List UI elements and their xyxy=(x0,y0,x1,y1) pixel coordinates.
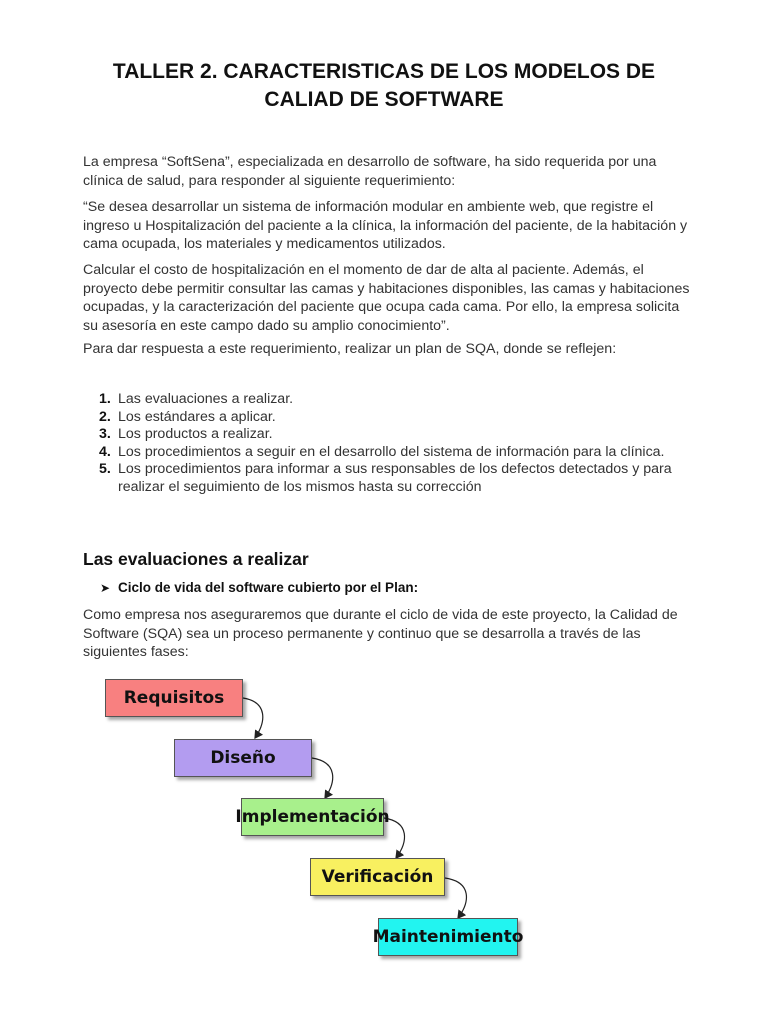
phase-label: Verificación xyxy=(321,867,434,887)
list-item xyxy=(99,426,689,444)
sqa-plan-paragraph: Para dar respuesta a este requerimiento, realizar un plan de SQA, donde se reflejen: xyxy=(83,341,617,357)
cost-paragraph: Calcular el costo de hospitalización en el momento de dar de alta al paciente. Además, el proyecto debe permitir consultar las camas y habitaciones disponibles, las camas y habitaciones ocupadas, y la caracterización del paciente que ocupa cada cama. Por ello, la empresa solicita su asesoría en este campo dado su amplio conocimiento”. xyxy=(83,262,690,334)
list-item xyxy=(99,409,689,427)
list-text: Los productos a realizar. xyxy=(118,426,273,443)
intro-paragraph: La empresa “SoftSena”, especializada en desarrollo de software, ha sido requerida por una clínica de salud, para responder al siguiente requerimiento: xyxy=(83,154,657,189)
list-text: Los estándares a aplicar. xyxy=(118,408,276,425)
list-text: Las evaluaciones a realizar. xyxy=(118,391,294,407)
list-number: 5. xyxy=(99,461,111,478)
section-heading: Las evaluaciones a realizar xyxy=(83,549,309,569)
subheading-text: Ciclo de vida del software cubierto por el Plan: xyxy=(118,580,419,595)
connector-arrow xyxy=(312,758,333,798)
title-line-1: TALLER 2. CARACTERISTICAS DE LOS MODELOS DE xyxy=(112,60,656,83)
connector-arrow xyxy=(445,878,466,918)
list-item xyxy=(99,461,689,496)
list-number: 3. xyxy=(99,426,111,443)
list-number: 1. xyxy=(99,391,111,407)
phase-verificacion xyxy=(310,858,445,896)
phase-label: Implementación xyxy=(235,807,390,827)
phase-requisitos xyxy=(105,679,243,717)
list-number: 4. xyxy=(99,443,111,460)
phase-label: Diseño xyxy=(210,748,276,768)
phase-label: Requisitos xyxy=(123,688,225,708)
arrowhead-bullet-icon: ➤ xyxy=(100,581,111,595)
list-text: Los procedimientos para informar a sus responsables de los defectos detectados y para realizar el seguimiento de los mismos hasta su corrección xyxy=(118,461,672,495)
phase-maintenimiento xyxy=(372,918,524,956)
document-title xyxy=(60,58,708,114)
list-item xyxy=(99,391,689,409)
phase-implementacion xyxy=(235,798,390,836)
phase-diseno xyxy=(174,739,312,777)
lifecycle-paragraph: Como empresa nos aseguraremos que durante el ciclo de vida de este proyecto, la Calidad de Software (SQA) sea un proceso permanente y continuo que se desarrolla a través de las siguientes fases: xyxy=(83,607,678,660)
list-item xyxy=(99,444,689,462)
requirements-list xyxy=(99,391,689,497)
requirement-paragraph: “Se desea desarrollar un sistema de información modular en ambiente web, que registre el ingreso u Hospitalización del paciente a la clínica, la información del paciente, de la habitación y cama ocupada, los materiales y medicamentos utilizados. xyxy=(83,199,688,252)
list-text: Los procedimientos a seguir en el desarrollo del sistema de información para la clínica. xyxy=(118,443,665,460)
subheading xyxy=(100,580,418,595)
list-number: 2. xyxy=(99,408,111,425)
connector-arrow xyxy=(243,698,263,738)
phase-label: Maintenimiento xyxy=(372,927,524,947)
title-line-2: CALIAD DE SOFTWARE xyxy=(264,88,504,111)
